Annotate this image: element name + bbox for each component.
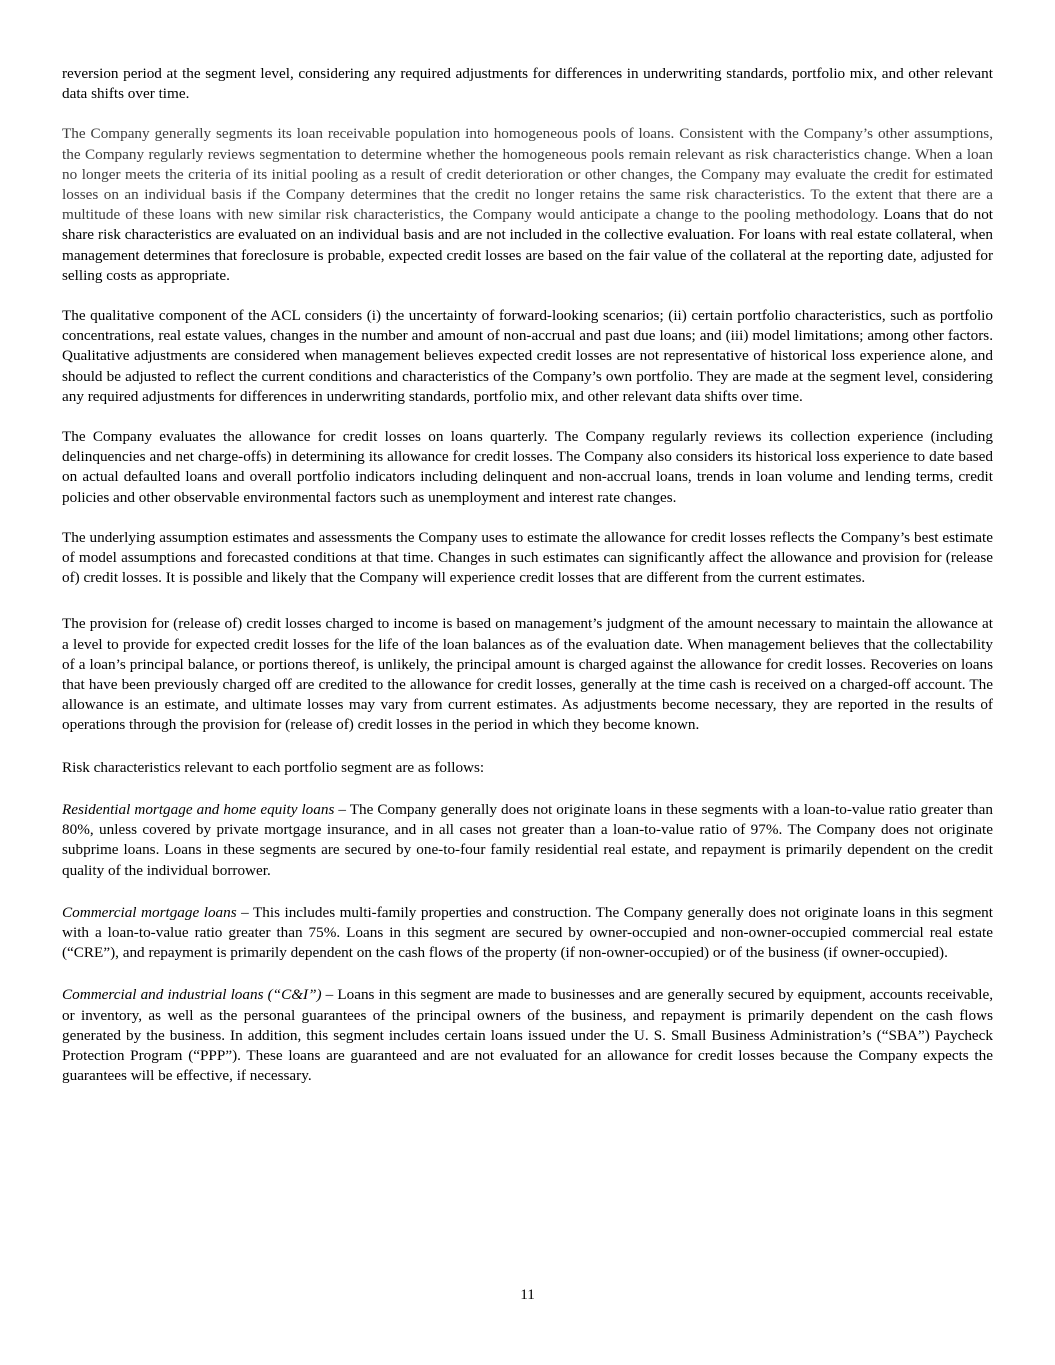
segment-residential-heading: Residential mortgage and home equity loans [62, 800, 335, 818]
segment-commercial-industrial [62, 985, 993, 1086]
segmentation-pooling-text: The Company generally segments its loan receivable population into homogeneous pools of loans. Consistent with the Company’s other assumptions, the Company regularly reviews segmentation to determine whether the homogeneous pools remain relevant as risk characteristics change. When a loan no longer meets the criteria of its initial pooling as a result of credit deterioration or other changes, the Company may evaluate the credit for estimated losses on an individual basis if the Company determines that the credit no longer retains the same risk characteristics. To the extent that there are a multitude of these loans with new similar risk characteristics, the Company would anticipate a change to the pooling methodology. [62, 125, 993, 224]
segment-residential-text: – The Company generally does not originate loans in these segments with a loan-to-value ratio greater than 80%, unless covered by private mortgage insurance, and in all cases not greater than a loan-to-value ratio of 97%. The Company does not originate subprime loans. Loans in these segments are secured by one-to-four family residential real estate, and repayment is primarily dependent on the credit quality of the individual borrower. [62, 800, 993, 879]
document-page [62, 64, 993, 1086]
segment-commercial-industrial-heading: Commercial and industrial loans (“C&I”) [62, 986, 322, 1004]
segment-commercial-mortgage [62, 903, 993, 964]
page-number: 11 [520, 1286, 535, 1303]
paragraph-reversion-period: reversion period at the segment level, considering any required adjustments for differences in underwriting standards, portfolio mix, and other relevant data shifts over time. [62, 65, 993, 103]
segment-commercial-mortgage-text: – This includes multi-family properties and construction. The Company generally does not originate loans in this segment with a loan-to-value ratio greater than 75%. Loans in this segment are secured by owner-occupied and non-owner-occupied commercial real estate (“CRE”), and repayment is primarily dependent on the cash flows of the property (if non-owner-occupied) or of the business (if owner-occupied). [62, 903, 993, 962]
paragraph-qualitative-component: The qualitative component of the ACL considers (i) the uncertainty of forward-looking scenarios; (ii) certain portfolio characteristics, such as portfolio concentrations, real estate values, changes in the number and amount of non-accrual and past due loans; and (iii) model limitations; among other factors. Qualitative adjustments are considered when management believes expected credit losses are not representative of historical loss experience alone, and should be adjusted to reflect the current conditions and characteristics of the Company’s own portfolio. They are made at the segment level, considering any required adjustments for differences in underwriting standards, portfolio mix, and other relevant data shifts over time. [62, 307, 993, 405]
paragraph-risk-characteristics-intro: Risk characteristics relevant to each portfolio segment are as follows: [62, 758, 485, 776]
individual-evaluation-text: Loans that do not share risk characteristics are evaluated on an individual basis and are not included in the collective evaluation. For loans with real estate collateral, when management determines that foreclosure is probable, expected credit losses are based on the fair value of the collateral at the reporting date, adjusted for selling costs as appropriate. [62, 206, 994, 284]
paragraph-quarterly-evaluation: The Company evaluates the allowance for credit losses on loans quarterly. The Company regularly reviews its collection experience (including delinquencies and net charge-offs) in determining its allowance for credit losses. The Company also considers its historical loss experience to date based on actual defaulted loans and overall portfolio indicators including delinquent and non-accrual loans, trends in loan volume and lending terms, credit policies and other observable environmental factors such as unemployment and interest rate changes. [62, 428, 993, 506]
segment-residential [62, 800, 993, 881]
paragraph-assumption-estimates: The underlying assumption estimates and assessments the Company uses to estimate the allowance for credit losses reflects the Company’s best estimate of model assumptions and forecasted conditions at that time. Changes in such estimates can significantly affect the allowance and provision for (release of) credit losses. It is possible and likely that the Company will experience credit losses that are different from the current estimates. [62, 528, 993, 587]
segment-commercial-mortgage-heading: Commercial mortgage loans [62, 903, 237, 921]
segment-commercial-industrial-text: – Loans in this segment are made to businesses and are generally secured by equipment, accounts receivable, or inventory, as well as the personal guarantees of the principal owners of the business, and repayment is primarily dependent on the cash flows generated by the business. In addition, this segment includes certain loans issued under the U. S. Small Business Administration’s (“SBA”) Paycheck Protection Program (“PPP”). These loans are guaranteed and are not evaluated for an allowance for credit losses because the Company expects the guarantees will be effective, if necessary. [62, 986, 994, 1085]
paragraph-segmentation [62, 124, 993, 286]
paragraph-provision: The provision for (release of) credit losses charged to income is based on management’s judgment of the amount necessary to maintain the allowance at a level to provide for expected credit losses for the life of the loan balances as of the evaluation date. When management believes that the collectability of a loan’s principal balance, or portions thereof, is unlikely, the principal amount is charged against the allowance for credit losses. Recoveries on loans that have been previously charged off are credited to the allowance for credit losses, generally at the time cash is received on a charged-off account. The allowance is an estimate, and ultimate losses may vary from current estimates. As adjustments become necessary, they are reported in the results of operations through the provision for (release of) credit losses in the period in which they become known. [62, 615, 993, 734]
